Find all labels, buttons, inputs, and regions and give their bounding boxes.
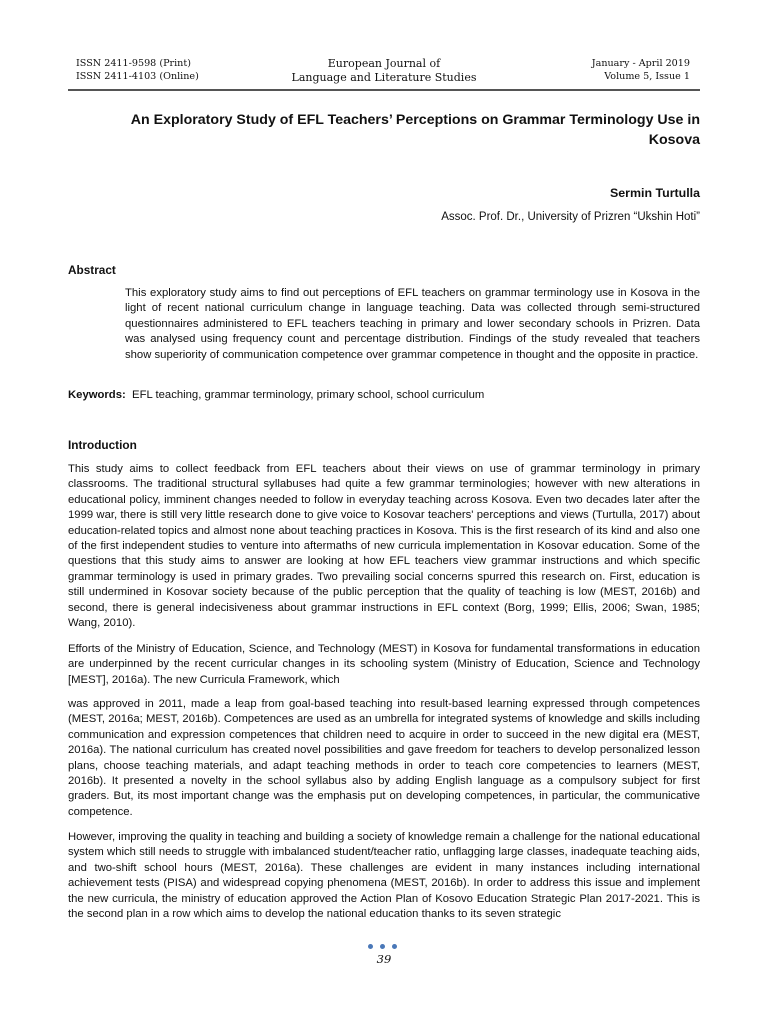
abstract-heading: Abstract [68, 263, 116, 277]
ornament-dot [368, 944, 373, 949]
issn-print: ISSN 2411-9598 (Print) [76, 58, 191, 69]
intro-paragraph-1: This study aims to collect feedback from EFL teachers about their views on use of grammar terminology in primary classrooms. The traditional structural syllabuses had quite a few grammar terminologies; however with new alterations in educational policy, imminent changes needed to follow in everyday teaching across Kosova. Even two decades later after the 1999 war, there is still very little research done to give voice to Kosovar teachers' perceptions and views (Turtulla, 2017) about education-related topics and almost none about teaching practices in Kosova. This is the first research of its kind and also one of the first independent studies to venture into aftermaths of new curricula implementation in Kosovar education. Some of the questions that this study aims to answer are looking at how EFL teachers view grammar instructions and which specific grammar terminology is used in primary grades. Two prevailing social concerns spurred this research on. First, education is still undermined in Kosovar society because of the public perception that the quality of teaching is low (MEST, 2016b) and second, there is general indecisiveness about grammar instructions in EFL context (Borg, 1999; Ellis, 2006; Swan, 1985; Wang, 2010). [68, 463, 700, 630]
running-header [68, 58, 700, 88]
author-name: Sermin Turtulla [610, 186, 700, 200]
issue-date: January - April 2019 [591, 58, 690, 69]
issue-block [592, 58, 690, 83]
keywords-text: EFL teaching, grammar terminology, primary school, school curriculum [132, 389, 485, 401]
page-ornament-dots [366, 944, 402, 952]
keywords-label: Keywords: [68, 389, 126, 401]
intro-paragraph-3: was approved in 2011, made a leap from goal-based teaching into result-based learning expressed through competences (MEST, 2016a; MEST, 2016b). Competences are used as an umbrella for integrated systems of knowledge and skills including communication and expression competences that children need to acquire in order to succeed in the new digital era (MEST, 2016a). The national curriculum has created novel possibilities and gave freedom for teachers to develop personalized lesson plans, choose teaching materials, and adapt teaching methods in order to teach core competencies to learners (MEST, 2016b). It presented a novelty in the school syllabus also by adding English language as a compulsory subject for first graders. But, its most important change was the emphasis put on developing competences, in particular, the communicative competence. [68, 698, 700, 818]
ornament-dot [380, 944, 385, 949]
intro-paragraph-2: Efforts of the Ministry of Education, Science, and Technology (MEST) in Kosova for fundamental transformations in education are underpinned by the recent curricular changes in its schooling system (Ministry of Education, Science and Technology [MEST], 2016a). The new Curricula Framework, which [68, 643, 700, 686]
abstract-text: This exploratory study aims to find out perceptions of EFL teachers on grammar terminology use in Kosova in the light of recent national curriculum change in language teaching. Data was collected through semi-structured questionnaires administered to EFL teachers teaching in primary and lower secondary schools in Prizren. Data was analysed using frequency count and percentage distribution. Findings of the study revealed that teachers show superiority of communication competence over grammar competence in thought and the opposite in practice. [125, 287, 700, 361]
intro-paragraph-4: However, improving the quality in teaching and building a society of knowledge remain a challenge for the national educational system which still needs to struggle with imbalanced student/teacher ratio, unflagging large classes, inadequate teaching aids, and two-shift school hours (MEST, 2016a). These challenges are evident in many instances including international achievement tests (PISA) and widespread copying phenomena (MEST, 2016b). In order to address this issue and implement the new curricula, the ministry of education approved the Action Plan of Kosovo Education Strategic Plan 2017-2021. This is the second plan in a row which aims to develop the national education thanks to its seven strategic [68, 831, 700, 921]
keywords [68, 388, 700, 403]
article-title: An Exploratory Study of EFL Teachers’ Perceptions on Grammar Terminology Use in Kosova [130, 112, 700, 148]
header-divider [68, 89, 700, 91]
ornament-dot [392, 944, 397, 949]
page-number: 39 [376, 952, 392, 966]
journal-name-line1: European Journal of [327, 57, 441, 70]
introduction-heading: Introduction [68, 438, 137, 452]
author-affiliation: Assoc. Prof. Dr., University of Prizren “Ukshin Hoti” [441, 211, 700, 223]
volume-issue: Volume 5, Issue 1 [604, 70, 690, 82]
journal-name-line2: Language and Literature Studies [291, 71, 477, 84]
issn-online: ISSN 2411-4103 (Online) [76, 70, 199, 82]
